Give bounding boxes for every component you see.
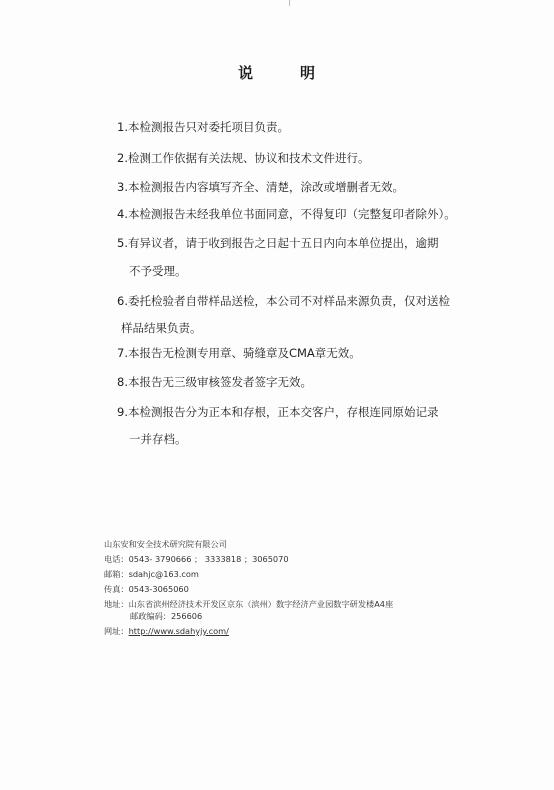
- note-item-text: 5.有异议者，请于收到报告之日起十五日内向本单位提出，逾期: [117, 236, 439, 250]
- note-item-text: 9.本检测报告分为正本和存根，正本交客户，存根连同原始记录: [117, 405, 439, 419]
- website-link[interactable]: http://www.sdahyjy.com/: [128, 626, 229, 636]
- note-item-continuation: 不予受理。: [129, 264, 187, 278]
- note-item-continuation: 样品结果负责。: [121, 321, 202, 335]
- fax-number: 传真：0543-3065060: [104, 584, 189, 594]
- note-item-text: 4.本检测报告未经我单位书面同意，不得复印（完整复印者除外）。: [117, 207, 456, 221]
- note-item-text: 3.本检测报告内容填写齐全、清楚，涂改或增删者无效。: [117, 180, 404, 194]
- website-label: 网址：: [104, 626, 129, 636]
- note-item-continuation: 一并存档。: [129, 432, 187, 446]
- note-item-text: 6.委托检验者自带样品送检，本公司不对样品来源负责，仅对送检: [117, 294, 450, 308]
- company-name: 山东安和安全技术研究院有限公司: [104, 539, 227, 549]
- postal-address: 地址：山东省滨州经济技术开发区京东（滨州）数字经济产业园数字研发楼A4座: [104, 599, 394, 609]
- phone-number: 电话：0543- 3790666 ； 3333818 ；3065070: [104, 554, 289, 564]
- postcode: 邮政编码：256606: [130, 611, 203, 621]
- note-item-text: 7.本报告无检测专用章、骑缝章及CMA章无效。: [117, 346, 361, 360]
- title-char-right: 明: [300, 64, 317, 82]
- note-item-text: 8.本报告无三级审核签发者签字无效。: [117, 375, 312, 389]
- note-item-text: 2.检测工作依据有关法规、协议和技术文件进行。: [117, 151, 370, 165]
- title-char-left: 说: [237, 64, 254, 82]
- note-item-text: 1.本检测报告只对委托项目负责。: [117, 120, 289, 134]
- scan-mark: [289, 0, 290, 6]
- contact-info: [104, 537, 393, 639]
- page-title: [0, 62, 554, 83]
- email-address: 邮箱：sdahjc@163.com: [104, 569, 199, 579]
- website: [104, 624, 393, 639]
